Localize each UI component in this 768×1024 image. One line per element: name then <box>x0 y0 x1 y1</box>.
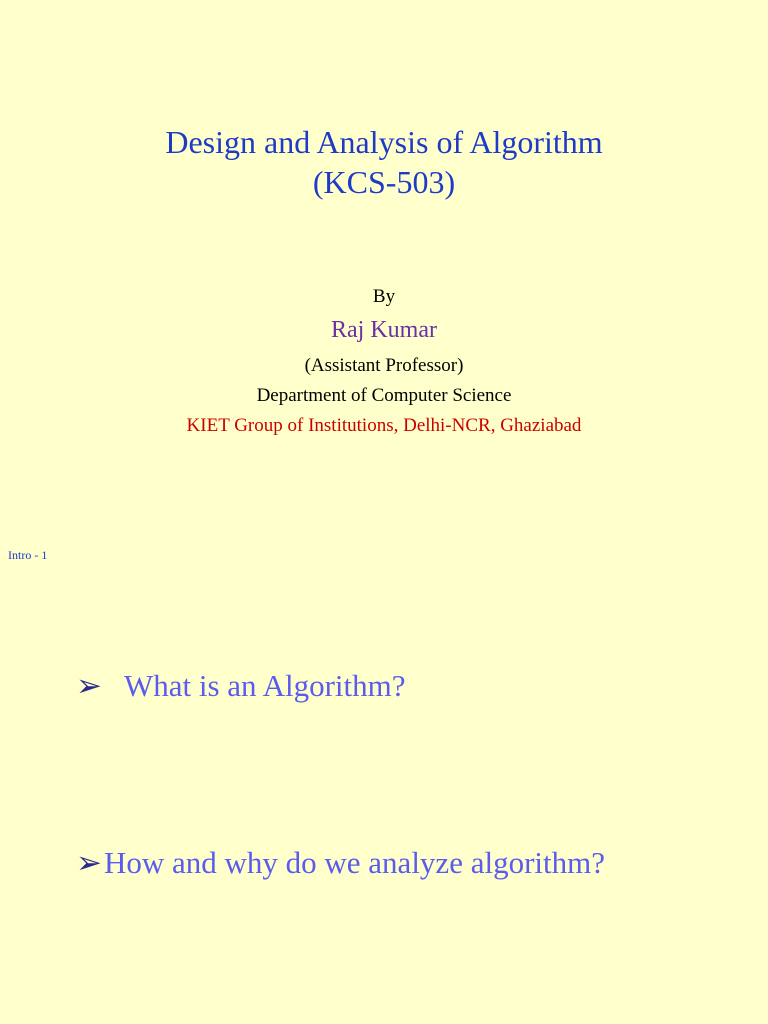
page-title <box>0 122 768 202</box>
author-role: (Assistant Professor) <box>304 355 464 376</box>
title-line-1: Design and Analysis of Algorithm <box>165 124 603 160</box>
institution-name: KIET Group of Institutions, Delhi-NCR, Ghaziabad <box>186 415 582 436</box>
bullet-item <box>76 668 406 704</box>
slide-footer: Intro - 1 <box>8 548 48 562</box>
bullet-item <box>76 845 605 881</box>
arrow-bullet-icon: ➢ <box>76 845 102 880</box>
bullet-text: What is an Algorithm? <box>123 668 406 703</box>
by-label: By <box>372 286 396 307</box>
bullet-text: How and why do we analyze algorithm? <box>103 845 605 880</box>
course-code: (KCS-503) <box>312 164 456 200</box>
author-name: Raj Kumar <box>331 317 437 343</box>
arrow-bullet-icon: ➢ <box>76 668 102 703</box>
department-name: Department of Computer Science <box>256 385 512 406</box>
